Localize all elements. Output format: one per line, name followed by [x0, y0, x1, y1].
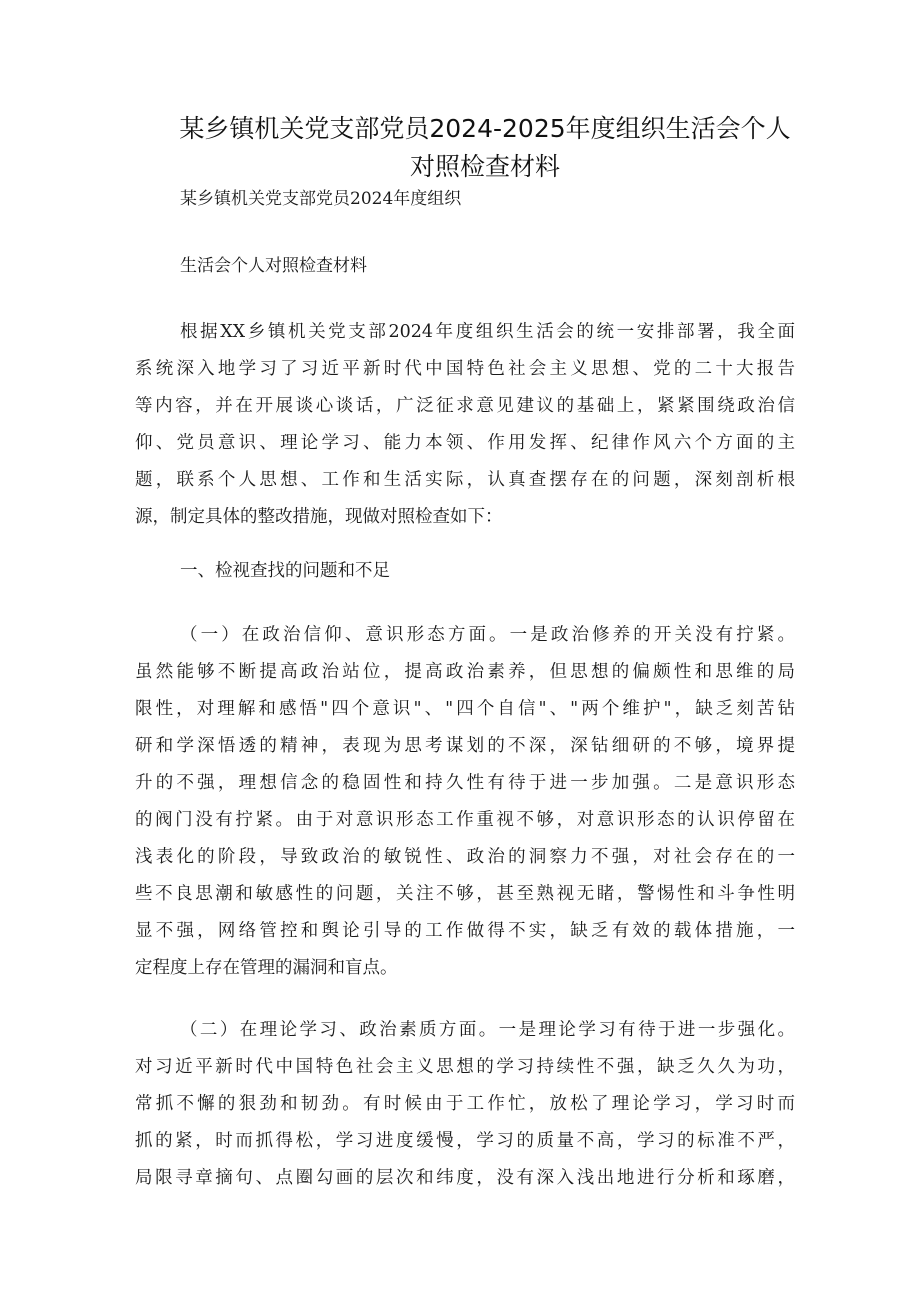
section-1-paragraph-2 [135, 1012, 795, 1197]
paragraph-line: 源，制定具体的整改措施，现做对照检查如下： [135, 507, 503, 527]
paragraph-line: 定程度上存在管理的漏洞和盲点。 [135, 958, 398, 978]
section-heading-1: 一、检视查找的问题和不足 [180, 561, 390, 581]
paragraph-line: 常抓不懈的狠劲和韧劲。有时候由于工作忙，放松了理论学习，学习时而 [135, 1094, 795, 1114]
subtitle-line-1: 某乡镇机关党支部党员2024年度组织 [180, 189, 462, 209]
paragraph-line: 虽然能够不断提高政治站位，提高政治素养，但思想的偏颇性和思维的局 [135, 662, 795, 682]
paragraph-line: 对习近平新时代中国特色社会主义思想的学习持续性不强，缺乏久久为功， [135, 1057, 795, 1077]
paragraph-line: 研和学深悟透的精神，表现为思考谋划的不深，深钻细研的不够，境界提 [135, 736, 795, 756]
subtitle-line-2: 生活会个人对照检查材料 [180, 256, 367, 276]
title-line: 对照检查材料 [409, 152, 560, 181]
document-title [135, 110, 835, 186]
paragraph-line: 系统深入地学习了习近平新时代中国特色社会主义思想、党的二十大报告 [135, 359, 795, 379]
paragraph-line: 升的不强，理想信念的稳固性和持久性有待于进一步加强。二是意识形态 [135, 773, 795, 793]
paragraph-line: 等内容，并在开展谈心谈话，广泛征求意见建议的基础上，紧紧围绕政治信 [135, 396, 795, 416]
paragraph-line: （一）在政治信仰、意识形态方面。一是政治修养的开关没有拧紧。 [180, 625, 795, 645]
title-line: 某乡镇机关党支部党员2024-2025年度组织生活会个人 [179, 114, 791, 143]
paragraph-line: 题，联系个人思想、工作和生活实际，认真查摆存在的问题，深刻剖析根 [135, 470, 795, 490]
paragraph-line: 显不强，网络管控和舆论引导的工作做得不实，缺乏有效的载体措施，一 [135, 921, 795, 941]
paragraph-line: 浅表化的阶段，导致政治的敏锐性、政治的洞察力不强，对社会存在的一 [135, 847, 795, 867]
section-1-paragraph-1 [135, 617, 795, 987]
paragraph-line: 限性，对理解和感悟"四个意识"、"四个自信"、"两个维护"，缺乏刻苦钻 [135, 699, 795, 719]
paragraph-line: 根据XX乡镇机关党支部2024年度组织生活会的统一安排部署，我全面 [180, 322, 795, 342]
paragraph-line: 的阀门没有拧紧。由于对意识形态工作重视不够，对意识形态的认识停留在 [135, 810, 795, 830]
paragraph-line: 些不良思潮和敏感性的问题，关注不够，甚至熟视无睹，警惕性和斗争性明 [135, 884, 795, 904]
paragraph-line: 抓的紧，时而抓得松，学习进度缓慢，学习的质量不高，学习的标准不严， [135, 1131, 795, 1151]
paragraph-line: （二）在理论学习、政治素质方面。一是理论学习有待于进一步强化。 [180, 1020, 795, 1040]
paragraph-line: 局限寻章摘句、点圈勾画的层次和纬度，没有深入浅出地进行分析和琢磨， [135, 1168, 795, 1188]
paragraph-line: 仰、党员意识、理论学习、能力本领、作用发挥、纪律作风六个方面的主 [135, 433, 795, 453]
intro-paragraph [135, 314, 795, 536]
